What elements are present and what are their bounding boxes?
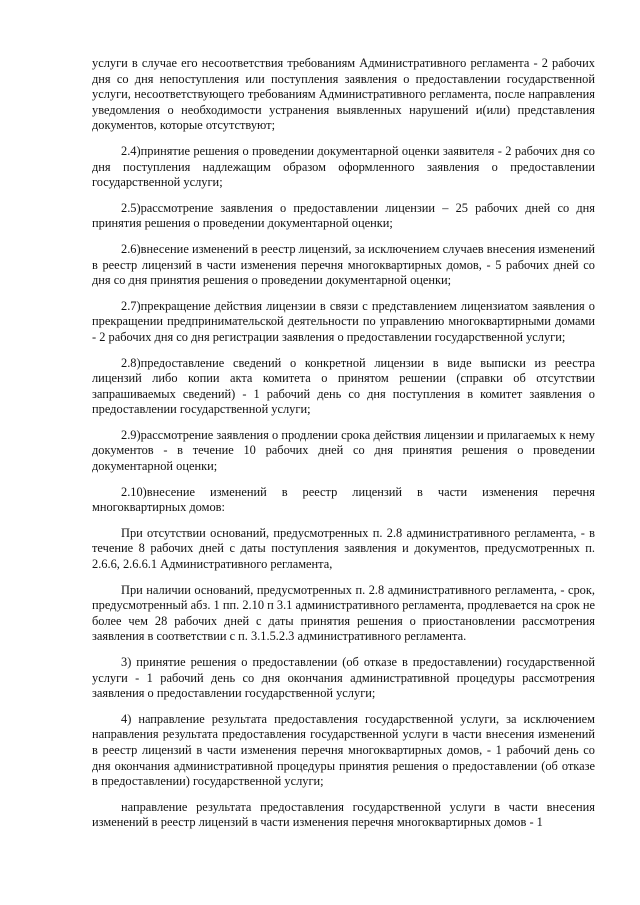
- paragraph: 2.8)предоставление сведений о конкретной лицензии в виде выписки из реестра лицензий либо копии акта комитета о принятом решении (справки об отсутствии запрашиваемых сведений) - 1 рабочий день со дня поступления в комитет заявления о предоставлении государственной услуги;: [92, 355, 595, 417]
- paragraph: направление результата предоставления государственной услуги в части внесения изменений в реестр лицензий в части изменения перечня многоквартирных домов - 1: [92, 799, 595, 830]
- paragraph: 3) принятие решения о предоставлении (об отказе в предоставлении) государственной услуги - 1 рабочий день со дня окончания административной процедуры рассмотрения заявления о предоставлении государственной услуги;: [92, 655, 595, 701]
- paragraph: 2.4)принятие решения о проведении документарной оценки заявителя - 2 рабочих дня со дня поступления надлежащим образом оформленного заявления о предоставлении государственной услуги;: [92, 143, 595, 190]
- paragraph: При наличии оснований, предусмотренных п. 2.8 административного регламента, - срок, предусмотренный абз. 1 пп. 2.10 п 3.1 административного регламента, продлевается на срок не более чем 28 рабочих дней с даты принятия решения о приостановлении рассмотрения заявления в соответствии с п. 3.1.5.2.3 административного регламента.: [92, 582, 595, 644]
- paragraph: 2.9)рассмотрение заявления о продлении срока действия лицензии и прилагаемых к нему документов - в течение 10 рабочих дней со дня принятия решения о проведении документарной оценки;: [92, 427, 595, 474]
- document-page: [92, 56, 595, 841]
- paragraph: 2.7)прекращение действия лицензии в связи с представлением лицензиатом заявления о прекращении предпринимательской деятельности по управлению многоквартирными домами - 2 рабочих дня со дня регистрации заявления о предоставлении государственной услуги;: [92, 298, 595, 344]
- paragraph: 2.5)рассмотрение заявления о предоставлении лицензии – 25 рабочих дней со дня принятия решения о проведении документарной оценки;: [92, 200, 595, 231]
- paragraph: услуги в случае его несоответствия требованиям Административного регламента - 2 рабочих дня со дня непоступления или поступления заявления о предоставлении государственной услуги, несоответствующего требованиям Административного регламента, после направления уведомления о необходимости устранения выявленных нарушений и(или) представления документов, которые отсутствуют;: [92, 56, 595, 133]
- paragraph: При отсутствии оснований, предусмотренных п. 2.8 административного регламента, - в течение 8 рабочих дней с даты поступления заявления и документов, предусмотренных п. 2.6.6, 2.6.6.1 Административного регламента,: [92, 525, 595, 572]
- paragraph: 2.6)внесение изменений в реестр лицензий, за исключением случаев внесения изменений в реестр лицензий в части изменения перечня многоквартирных домов, - 5 рабочих дней со дня со дня принятия решения о проведении документарной оценки;: [92, 241, 595, 288]
- paragraph: 2.10)внесение изменений в реестр лицензий в части изменения перечня многоквартирных домов:: [92, 484, 595, 515]
- paragraph: 4) направление результата предоставления государственной услуги, за исключением направления результата предоставления государственной услуги в части внесения изменений в реестр лицензий в части изменения перечня многоквартирных домов, - 1 рабочий день со дня окончания административной процедуры принятия решения о предоставлении (об отказе в предоставлении) государственной услуги;: [92, 711, 595, 789]
